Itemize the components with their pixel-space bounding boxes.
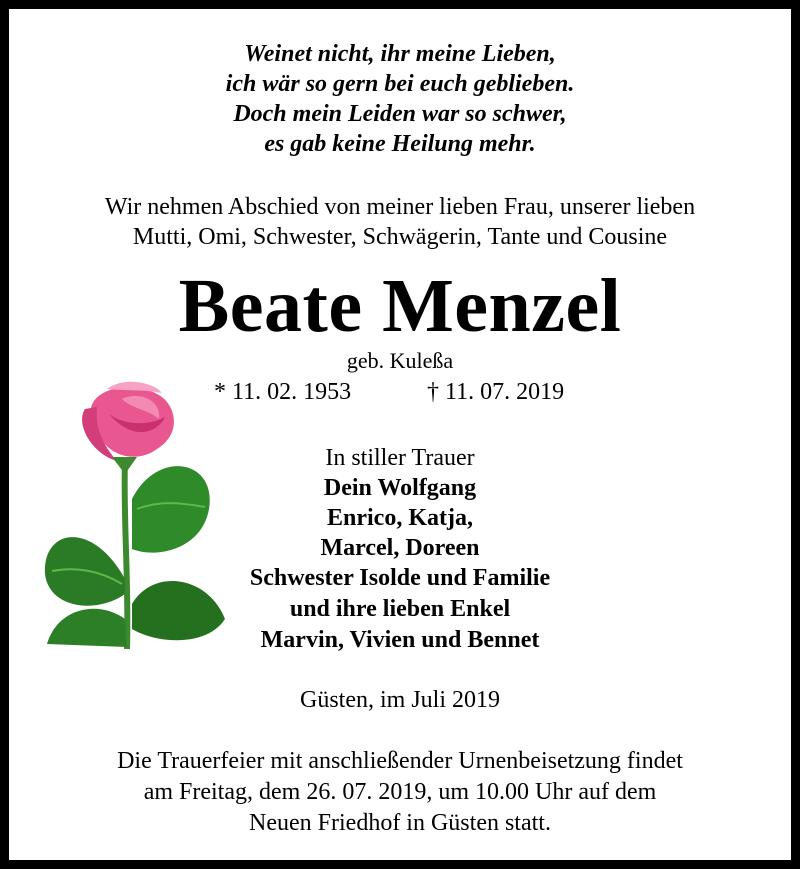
intro-line: Mutti, Omi, Schwester, Schwägerin, Tante und Cousine: [132, 224, 668, 250]
place-date: Güsten, im Juli 2019: [299, 687, 500, 713]
poem-line: Weinet nicht, ihr meine Lieben,: [244, 41, 556, 67]
death-date: † 11. 07. 2019: [427, 379, 565, 405]
birth-date: * 11. 02. 1953: [214, 379, 352, 405]
mourner-line: Marcel, Doreen: [320, 535, 480, 561]
mourner-line: Enrico, Katja,: [327, 505, 473, 531]
mourning-label: In stiller Trauer: [325, 445, 475, 471]
maiden-name: geb. Kuleßa: [346, 348, 454, 373]
mourner-line: Schwester Isolde und Familie: [249, 565, 551, 591]
poem-line: es gab keine Heilung mehr.: [264, 131, 536, 157]
deceased-name: Beate Menzel: [178, 264, 622, 348]
funeral-info-line: am Freitag, dem 26. 07. 2019, um 10.00 Uhr auf dem: [143, 779, 657, 805]
intro-line: Wir nehmen Abschied von meiner lieben Frau, unserer lieben: [104, 194, 696, 220]
funeral-info-line: Neuen Friedhof in Güsten statt.: [249, 810, 551, 836]
mourner-line: Dein Wolfgang: [323, 475, 477, 501]
mourner-line: und ihre lieben Enkel: [289, 596, 511, 622]
funeral-info-line: Die Trauerfeier mit anschließender Urnenbeisetzung findet: [117, 748, 683, 774]
poem-line: ich wär so gern bei euch geblieben.: [225, 71, 575, 97]
poem-line: Doch mein Leiden war so schwer,: [233, 101, 567, 127]
mourner-line: Marvin, Vivien und Bennet: [260, 627, 540, 653]
